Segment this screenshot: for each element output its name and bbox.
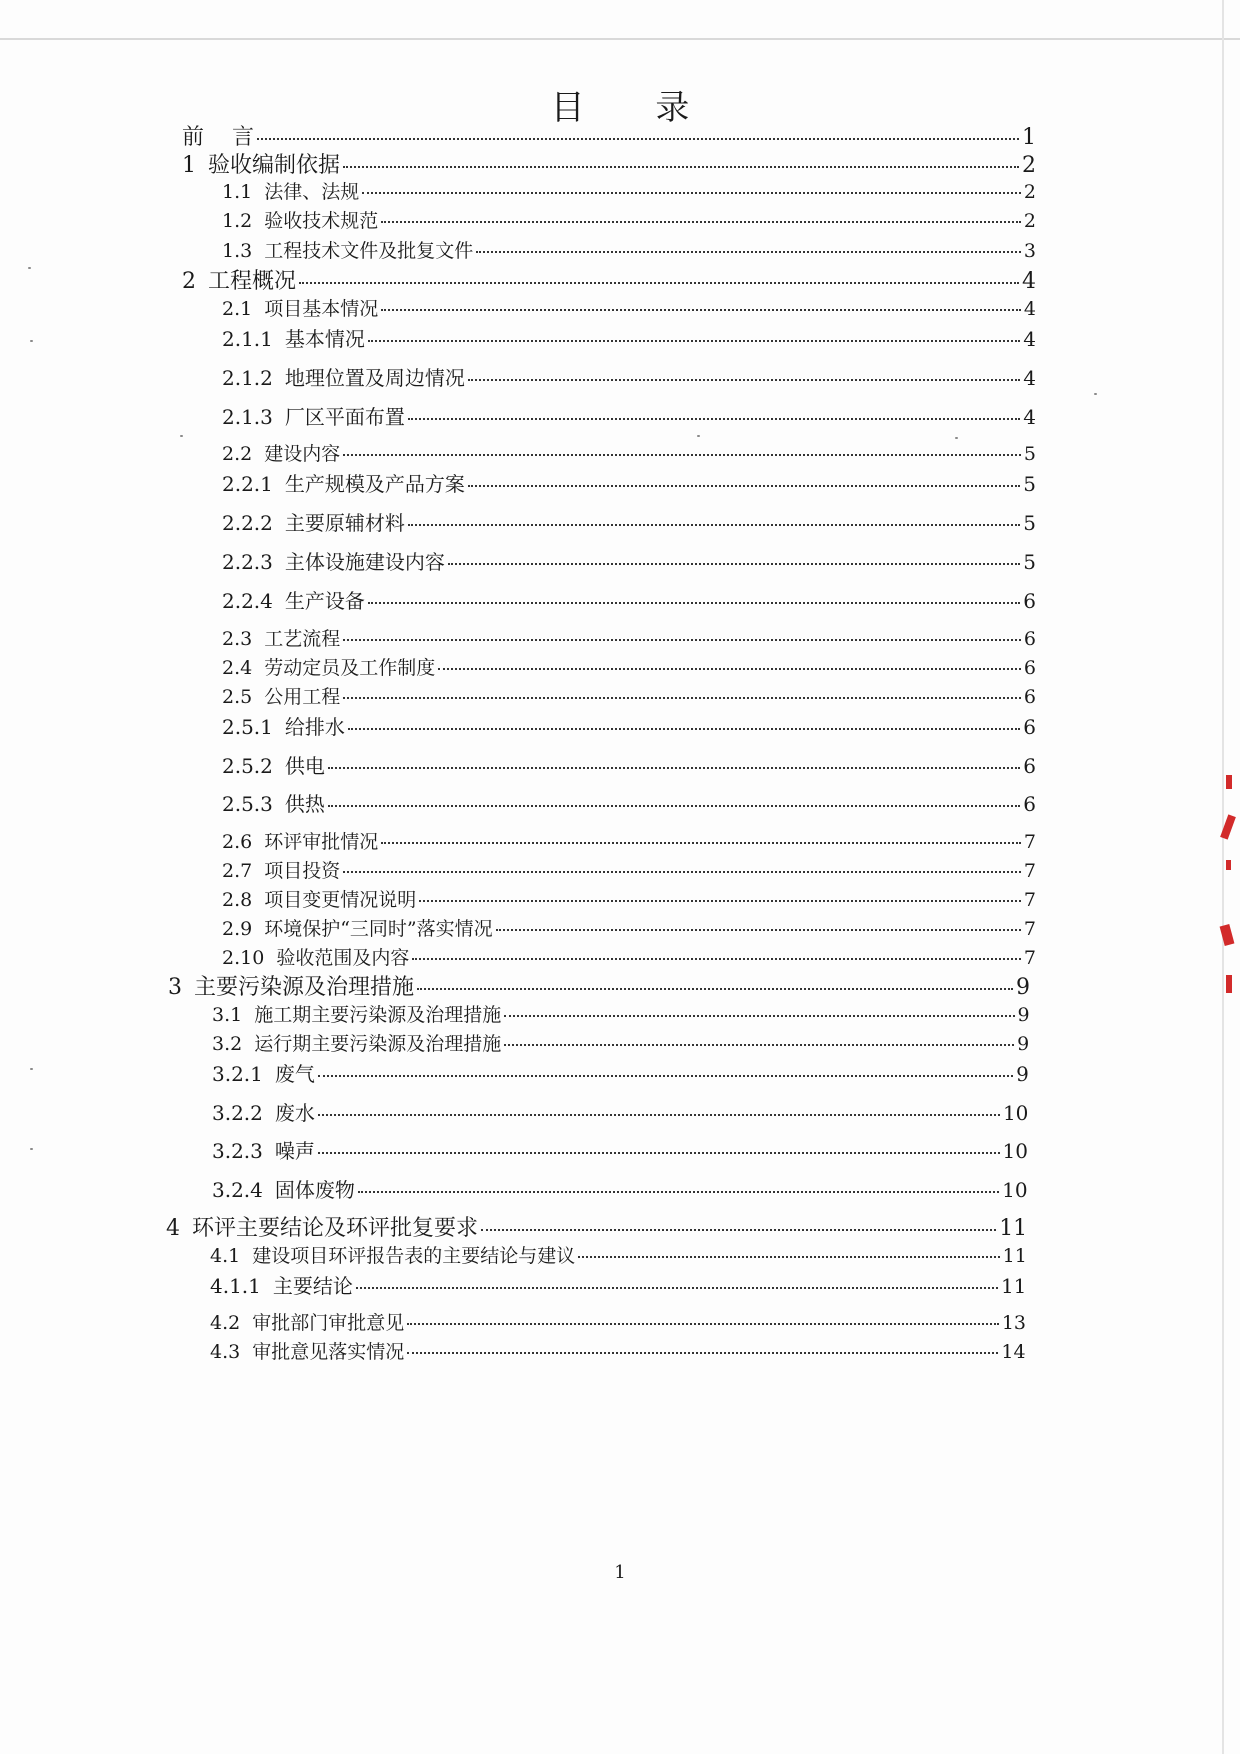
toc-entry[interactable] bbox=[222, 513, 1036, 533]
toc-entry-page: 11 bbox=[1002, 1245, 1027, 1267]
toc-entry[interactable] bbox=[222, 329, 1036, 349]
dot-leader bbox=[408, 524, 1020, 526]
toc-entry-page: 6 bbox=[1023, 715, 1036, 739]
toc-entry-number: 2.5 bbox=[222, 686, 253, 708]
toc-entry-title: 供电 bbox=[284, 754, 325, 778]
dot-leader bbox=[496, 929, 1021, 931]
seal-fragment bbox=[1226, 975, 1232, 993]
dot-leader bbox=[318, 1152, 1000, 1154]
toc-entry[interactable] bbox=[212, 1035, 1029, 1054]
toc-entry-page: 6 bbox=[1023, 792, 1036, 816]
toc-entry-page: 5 bbox=[1023, 511, 1036, 535]
dot-leader bbox=[358, 1191, 999, 1193]
toc-entry-title: 劳动定员及工作制度 bbox=[264, 657, 436, 679]
dot-leader bbox=[362, 192, 1021, 194]
toc-entry-title: 给排水 bbox=[284, 715, 345, 739]
dot-leader bbox=[481, 1229, 996, 1231]
toc-entry-title: 固体废物 bbox=[274, 1178, 355, 1202]
dot-leader bbox=[257, 138, 1019, 140]
toc-entry-page: 6 bbox=[1023, 686, 1036, 708]
dot-leader bbox=[368, 340, 1020, 342]
toc-entry[interactable] bbox=[168, 977, 1030, 999]
dot-leader bbox=[468, 379, 1020, 381]
toc-entry-number: 3.1 bbox=[212, 1004, 243, 1026]
dot-leader bbox=[504, 1044, 1014, 1046]
toc-entry[interactable] bbox=[222, 407, 1036, 427]
toc-entry-number: 4.3 bbox=[210, 1341, 241, 1363]
toc-entry-number: 2.4 bbox=[222, 657, 253, 679]
toc-entry-page: 5 bbox=[1023, 550, 1036, 574]
toc-entry-title: 验收范围及内容 bbox=[276, 947, 410, 969]
scan-speck bbox=[180, 435, 183, 437]
toc-entry-title: 项目基本情况 bbox=[264, 298, 379, 320]
dot-leader bbox=[419, 900, 1021, 902]
toc-entry-number: 1 bbox=[182, 153, 196, 178]
toc-entry-page: 5 bbox=[1023, 443, 1036, 465]
toc-entry[interactable] bbox=[212, 1103, 1028, 1123]
toc-entry-title: 废水 bbox=[274, 1101, 315, 1125]
toc-entry[interactable] bbox=[222, 552, 1036, 572]
toc-entry[interactable] bbox=[222, 474, 1036, 494]
toc-entry-number: 3 bbox=[168, 975, 182, 1000]
toc-entry-page: 6 bbox=[1023, 657, 1036, 679]
toc-entry-page: 11 bbox=[1000, 1274, 1027, 1298]
toc-entry-title: 验收技术规范 bbox=[264, 210, 379, 232]
scan-speck bbox=[30, 1148, 33, 1150]
dot-leader bbox=[328, 805, 1020, 807]
dot-leader bbox=[343, 639, 1021, 641]
toc-entry-number: 1.2 bbox=[222, 210, 253, 232]
toc-entry[interactable] bbox=[222, 591, 1036, 611]
dot-leader bbox=[448, 563, 1020, 565]
toc-entry-title: 运行期主要污染源及治理措施 bbox=[254, 1033, 502, 1055]
dot-leader bbox=[318, 1075, 1013, 1077]
toc-entry-number: 2.1.2 bbox=[222, 366, 273, 390]
toc-entry[interactable] bbox=[212, 1141, 1028, 1161]
toc-entry-number: 1.1 bbox=[222, 181, 253, 203]
toc-entry-number: 4.1.1 bbox=[210, 1274, 261, 1298]
toc-entry-number: 2.3 bbox=[222, 628, 253, 650]
toc-entry[interactable] bbox=[210, 1247, 1027, 1266]
toc-entry-page: 4 bbox=[1023, 405, 1036, 429]
dot-leader bbox=[328, 767, 1020, 769]
toc-entry-page: 4 bbox=[1022, 269, 1036, 294]
toc-entry[interactable] bbox=[222, 368, 1036, 388]
toc-entry-number: 2.5.1 bbox=[222, 715, 273, 739]
toc-entry-number: 3.2.2 bbox=[212, 1101, 263, 1125]
scan-edge-line bbox=[0, 38, 1240, 40]
toc-entry[interactable] bbox=[222, 717, 1036, 737]
toc-entry-number: 4 bbox=[166, 1216, 180, 1241]
toc-entry-title: 验收编制依据 bbox=[208, 153, 341, 178]
toc-entry[interactable] bbox=[222, 920, 1036, 939]
toc-entry[interactable] bbox=[222, 300, 1036, 319]
toc-entry[interactable] bbox=[210, 1276, 1026, 1296]
toc-entry-number: 2.2.2 bbox=[222, 511, 273, 535]
toc-entry[interactable] bbox=[210, 1314, 1026, 1333]
toc-entry-title: 施工期主要污染源及治理措施 bbox=[254, 1004, 502, 1026]
dot-leader bbox=[381, 842, 1021, 844]
toc-entry-page: 14 bbox=[1001, 1341, 1026, 1363]
dot-leader bbox=[348, 728, 1020, 730]
toc-entry[interactable] bbox=[222, 659, 1036, 678]
scan-speck bbox=[697, 435, 700, 437]
toc-entry-page: 7 bbox=[1023, 918, 1036, 940]
dot-leader bbox=[381, 309, 1021, 311]
toc-entry-title: 环评审批情况 bbox=[264, 831, 379, 853]
toc-entry-title: 审批意见落实情况 bbox=[252, 1341, 405, 1363]
toc-entry-page: 2 bbox=[1022, 153, 1036, 178]
toc-entry-title: 主体设施建设内容 bbox=[284, 550, 445, 574]
toc-entry-page: 6 bbox=[1023, 754, 1036, 778]
toc-entry-page: 9 bbox=[1017, 1004, 1030, 1026]
dot-leader bbox=[356, 1287, 998, 1289]
dot-leader bbox=[476, 251, 1021, 253]
toc-entry-title: 地理位置及周边情况 bbox=[284, 366, 465, 390]
toc-entry[interactable] bbox=[212, 1064, 1029, 1084]
toc-entry[interactable] bbox=[182, 271, 1036, 293]
dot-leader bbox=[438, 668, 1021, 670]
toc-entry[interactable] bbox=[222, 445, 1036, 464]
toc-entry-page: 7 bbox=[1023, 860, 1036, 882]
toc-entry-title: 建设项目环评报告表的主要结论与建议 bbox=[252, 1245, 576, 1267]
toc-entry-page: 10 bbox=[1002, 1101, 1029, 1125]
toc-entry[interactable] bbox=[222, 242, 1036, 261]
toc-entry[interactable] bbox=[222, 212, 1036, 231]
toc-entry-page: 2 bbox=[1023, 210, 1036, 232]
toc-entry-page: 4 bbox=[1023, 327, 1036, 351]
dot-leader bbox=[408, 418, 1020, 420]
toc-entry-number: 2.2.4 bbox=[222, 589, 273, 613]
toc-entry-page: 7 bbox=[1023, 831, 1036, 853]
toc-entry-page: 9 bbox=[1017, 1033, 1030, 1055]
toc-entry-page: 10 bbox=[1002, 1139, 1028, 1163]
toc-entry-page: 9 bbox=[1016, 975, 1030, 1000]
toc-entry-title: 厂区平面布置 bbox=[284, 405, 405, 429]
scan-speck bbox=[1094, 393, 1097, 395]
toc-entry-title: 工程技术文件及批复文件 bbox=[264, 240, 474, 262]
toc-entry-page: 4 bbox=[1023, 366, 1036, 390]
toc-entry-page: 4 bbox=[1023, 298, 1036, 320]
toc-entry-title: 主要污染源及治理措施 bbox=[194, 975, 415, 1000]
dot-leader bbox=[343, 871, 1021, 873]
toc-entry-title: 审批部门审批意见 bbox=[252, 1312, 405, 1334]
scan-speck bbox=[28, 267, 31, 269]
toc-entry-number: 2.7 bbox=[222, 860, 253, 882]
toc-entry-number: 2.1 bbox=[222, 298, 253, 320]
toc-entry-number: 2.5.3 bbox=[222, 792, 273, 816]
toc-entry-title: 项目变更情况说明 bbox=[264, 889, 417, 911]
toc-title: 目 录 bbox=[550, 88, 720, 128]
toc-entry-number: 2 bbox=[182, 269, 196, 294]
toc-entry-page: 7 bbox=[1023, 947, 1036, 969]
scan-edge-line bbox=[1222, 0, 1224, 1754]
toc-entry-title: 建设内容 bbox=[264, 443, 341, 465]
toc-entry-title: 废气 bbox=[274, 1062, 315, 1086]
toc-entry-title: 公用工程 bbox=[264, 686, 341, 708]
toc-entry-title: 供热 bbox=[284, 792, 325, 816]
dot-leader bbox=[299, 282, 1019, 284]
toc-entry[interactable] bbox=[182, 127, 1036, 149]
toc-entry-title: 噪声 bbox=[274, 1139, 315, 1163]
toc-entry[interactable] bbox=[222, 862, 1036, 881]
dot-leader bbox=[407, 1352, 998, 1354]
toc-entry-number: 前 bbox=[182, 125, 205, 150]
toc-entry-title: 言 bbox=[232, 125, 255, 150]
toc-entry-page: 9 bbox=[1016, 1062, 1029, 1086]
toc-entry-page: 6 bbox=[1023, 589, 1036, 613]
toc-entry[interactable] bbox=[222, 891, 1036, 910]
toc-entry-page: 2 bbox=[1023, 181, 1036, 203]
toc-entry-title: 法律、法规 bbox=[264, 181, 360, 203]
toc-entry[interactable] bbox=[222, 794, 1036, 814]
toc-entry-page: 1 bbox=[1022, 125, 1036, 150]
toc-entry-page: 6 bbox=[1023, 628, 1036, 650]
toc-entry[interactable] bbox=[212, 1180, 1028, 1200]
toc-entry-page: 7 bbox=[1023, 889, 1036, 911]
toc-entry-number: 2.2 bbox=[222, 443, 253, 465]
toc-entry[interactable] bbox=[222, 630, 1036, 649]
toc-entry-number: 1.3 bbox=[222, 240, 253, 262]
toc-entry-number: 2.2.3 bbox=[222, 550, 273, 574]
dot-leader bbox=[578, 1256, 999, 1258]
dot-leader bbox=[381, 221, 1021, 223]
toc-entry[interactable] bbox=[222, 833, 1036, 852]
toc-entry-number: 4.2 bbox=[210, 1312, 241, 1334]
toc-entry[interactable] bbox=[212, 1006, 1030, 1025]
toc-entry-number: 4.1 bbox=[210, 1245, 241, 1267]
dot-leader bbox=[407, 1323, 999, 1325]
scan-speck bbox=[30, 1068, 33, 1070]
toc-entry-title: 生产设备 bbox=[284, 589, 365, 613]
toc-entry-number: 2.10 bbox=[222, 947, 265, 969]
toc-entry-number: 2.8 bbox=[222, 889, 253, 911]
toc-entry-number: 2.1.1 bbox=[222, 327, 273, 351]
toc-entry[interactable] bbox=[222, 949, 1036, 968]
toc-entry-number: 3.2.4 bbox=[212, 1178, 263, 1202]
page-number: 1 bbox=[614, 1562, 626, 1583]
scan-speck bbox=[30, 340, 33, 342]
toc-entry-number: 2.5.2 bbox=[222, 754, 273, 778]
toc-entry-number: 3.2.1 bbox=[212, 1062, 263, 1086]
dot-leader bbox=[343, 166, 1019, 168]
toc-entry[interactable] bbox=[222, 183, 1036, 202]
dot-leader bbox=[343, 697, 1021, 699]
toc-entry[interactable] bbox=[210, 1343, 1026, 1362]
toc-entry[interactable] bbox=[182, 155, 1036, 177]
dot-leader bbox=[412, 958, 1021, 960]
toc-entry-title: 工程概况 bbox=[208, 269, 297, 294]
dot-leader bbox=[343, 454, 1021, 456]
toc-entry-page: 3 bbox=[1023, 240, 1036, 262]
toc-entry-title: 环评主要结论及环评批复要求 bbox=[192, 1216, 479, 1241]
toc-entry-page: 11 bbox=[999, 1216, 1028, 1241]
toc-entry-page: 5 bbox=[1023, 472, 1036, 496]
dot-leader bbox=[504, 1015, 1014, 1017]
toc-entry-number: 3.2.3 bbox=[212, 1139, 263, 1163]
toc-entry-number: 2.1.3 bbox=[222, 405, 273, 429]
toc-entry[interactable] bbox=[222, 756, 1036, 776]
dot-leader bbox=[417, 988, 1013, 990]
dot-leader bbox=[318, 1114, 1000, 1116]
toc-entry-number: 2.6 bbox=[222, 831, 253, 853]
toc-entry-number: 3.2 bbox=[212, 1033, 243, 1055]
toc-entry-title: 生产规模及产品方案 bbox=[284, 472, 465, 496]
toc-entry-page: 13 bbox=[1001, 1312, 1026, 1334]
seal-fragment bbox=[1226, 860, 1231, 870]
toc-entry-title: 环境保护“三同时”落实情况 bbox=[264, 918, 493, 940]
toc-entry-number: 2.9 bbox=[222, 918, 253, 940]
toc-entry-number: 2.2.1 bbox=[222, 472, 273, 496]
toc-entry-title: 主要原辅材料 bbox=[284, 511, 405, 535]
dot-leader bbox=[468, 485, 1020, 487]
toc-entry-title: 项目投资 bbox=[264, 860, 341, 882]
toc-entry-title: 基本情况 bbox=[284, 327, 365, 351]
seal-fragment bbox=[1226, 775, 1232, 789]
toc-entry[interactable] bbox=[222, 688, 1036, 707]
toc-entry-title: 工艺流程 bbox=[264, 628, 341, 650]
dot-leader bbox=[368, 602, 1020, 604]
toc-entry-page: 10 bbox=[1002, 1178, 1028, 1202]
toc-entry[interactable] bbox=[166, 1218, 1027, 1240]
scan-speck bbox=[955, 437, 958, 439]
toc-entry-title: 主要结论 bbox=[272, 1274, 353, 1298]
